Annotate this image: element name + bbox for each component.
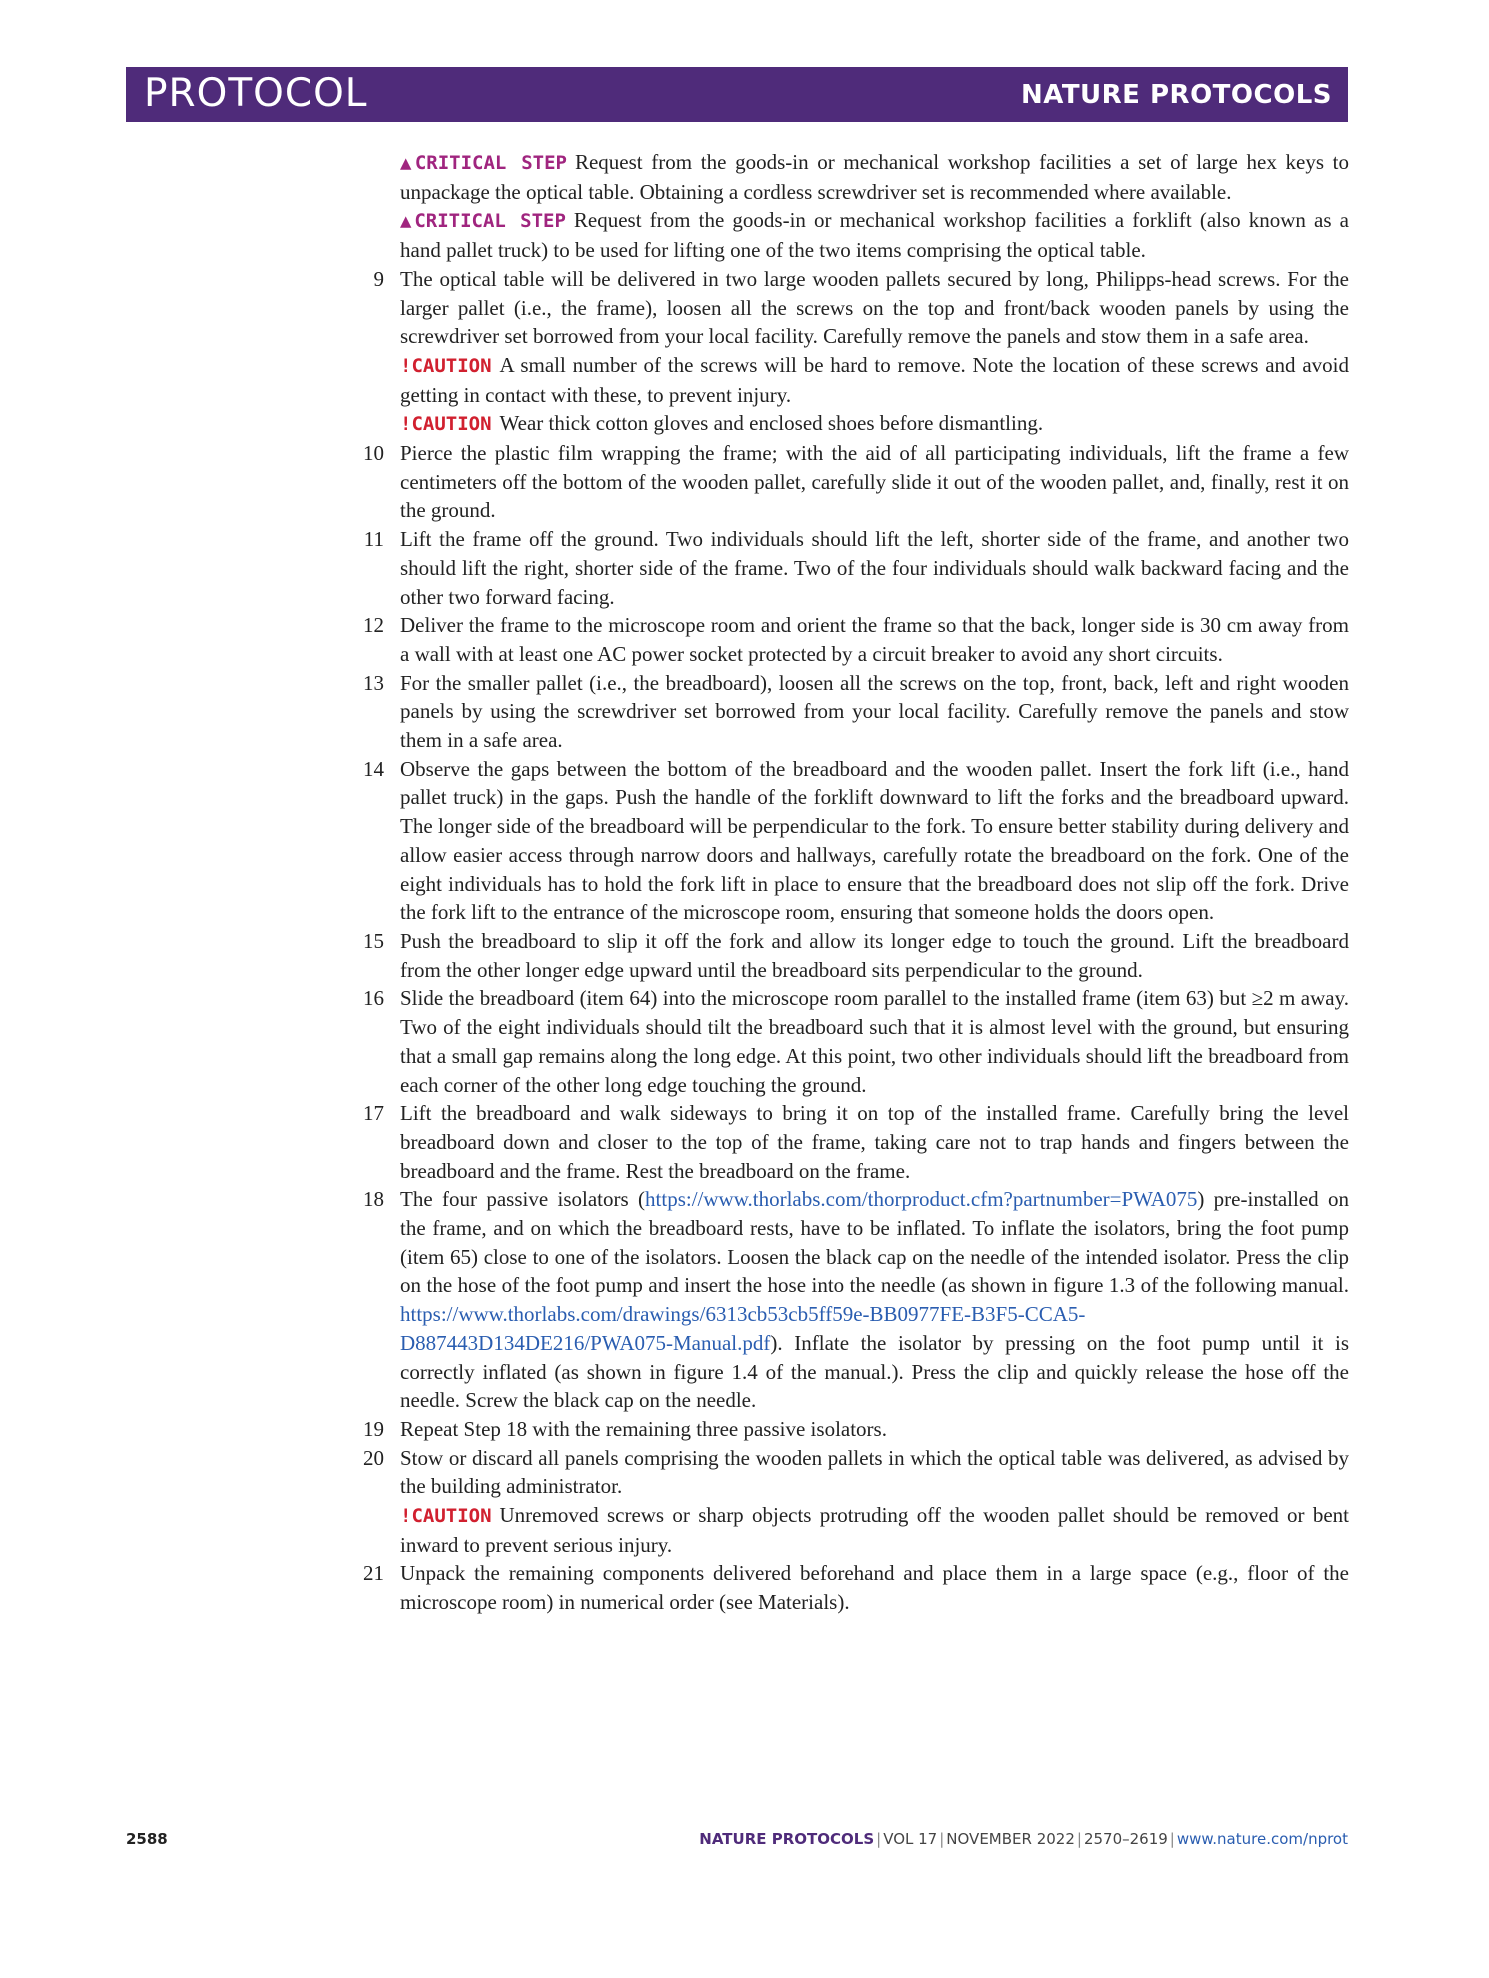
step-number: 16 <box>363 986 384 1011</box>
caution-note <box>400 351 1349 409</box>
note-text: Wear thick cotton gloves and enclosed shoes before dismantling. <box>499 411 1044 436</box>
step-text: For the smaller pallet (i.e., the breadboard), loosen all the screws on the top, front, back, left and right wooden panels by using the screwdriver set borrowed from your local facility. Carefully remove the panels and stow them in a safe area. <box>400 670 1349 753</box>
step-text: The optical table will be delivered in two large wooden pallets secured by long, Philipps-head screws. For the larger pallet (i.e., the frame), loosen all the screws on the top and front/back wooden panels by using the screwdriver set borrowed from your local facility. Carefully remove the panels and stow them in a safe area. <box>400 266 1349 349</box>
journal-url-link[interactable]: www.nature.com/nprot <box>1176 1830 1348 1848</box>
procedure-step-11 <box>363 525 1349 611</box>
step-text: ) pre-installed on the frame, and on which the breadboard rests, have to be inflated. To inflate the isolators, bring the foot pump (item 65) close to one of the isolators. Loosen the black cap on the needle of the intended isolator. Press the clip on the hose of the foot pump and insert the hose into the needle (as shown in figure 1.3 of the following manual. <box>400 1187 1349 1298</box>
procedure-step-14 <box>363 755 1349 927</box>
caution-note <box>400 1501 1349 1559</box>
procedure-step-12 <box>363 611 1349 668</box>
step-number: 11 <box>363 527 384 552</box>
step-number: 10 <box>363 441 384 466</box>
thorlabs-product-link[interactable]: https://www.thorlabs.com/thorproduct.cfm?partnumber=PWA075 <box>645 1187 1198 1212</box>
note-text: A small number of the screws will be hard to remove. Note the location of these screws and avoid getting in contact with these, to prevent injury. <box>400 352 1349 407</box>
separator: | <box>1169 1830 1175 1848</box>
step-text: Lift the breadboard and walk sideways to bring it on top of the installed frame. Carefully bring the level breadboard down and closer to the top of the frame, taking care not to trap hands and fingers between the breadboard and the frame. Rest the breadboard on the frame. <box>400 1101 1349 1183</box>
step-text: Pierce the plastic film wrapping the frame; with the aid of all participating individuals, lift the frame a few centimeters off the bottom of the wooden pallet, carefully slide it out of the wooden pallet, and, finally, rest it on the ground. <box>400 441 1349 523</box>
step-number: 21 <box>363 1561 384 1586</box>
note-text: Request from the goods-in or mechanical workshop facilities a forklift (also known as a hand pallet truck) to be used for lifting one of the two items comprising the optical table. <box>400 208 1349 263</box>
footer-pages: 2570–2619 <box>1083 1830 1168 1848</box>
caution-label: !CAUTION <box>400 354 492 377</box>
step-text: Stow or discard all panels comprising the wooden pallets in which the optical table was delivered, as advised by the building administrator. <box>400 1445 1349 1499</box>
step-text: Lift the frame off the ground. Two individuals should lift the left, shorter side of the frame, and another two should lift the right, shorter side of the frame. Two of the four individuals should walk backward facing and the other two forward facing. <box>400 527 1349 609</box>
critical-step-label: ▲CRITICAL STEP <box>400 210 566 233</box>
procedure-step-18 <box>363 1185 1349 1415</box>
article-body <box>363 148 1349 1617</box>
procedure-step-17 <box>363 1099 1349 1185</box>
step-number: 14 <box>363 756 384 781</box>
procedure-step-15 <box>363 927 1349 984</box>
separator: | <box>939 1830 945 1848</box>
note-text: Unremoved screws or sharp objects protruding off the wooden pallet should be removed or bent inward to prevent serious injury. <box>400 1503 1349 1557</box>
separator: | <box>876 1830 882 1848</box>
procedure-step-20 <box>363 1444 1349 1501</box>
citation-footer <box>699 1830 1348 1848</box>
step-number: 15 <box>363 928 384 953</box>
footer-volume: VOL 17 <box>883 1830 938 1848</box>
step-text: Deliver the frame to the microscope room and orient the frame so that the back, longer side is 30 cm away from a wall with at least one AC power socket protected by a circuit breaker to avoid any short circuits. <box>400 613 1349 666</box>
procedure-step-9 <box>373 265 1349 351</box>
step-number: 12 <box>363 613 384 638</box>
caution-label: !CAUTION <box>400 1505 492 1528</box>
step-text: Slide the breadboard (item 64) into the microscope room parallel to the installed frame (item 63) but ≥2 m away. Two of the eight individuals should tilt the breadboard such that it is almost level with the ground, but ensuring that a small gap remains along the long edge. At this point, two other individuals should lift the breadboard from each corner of the other long edge touching the ground. <box>400 986 1349 1097</box>
section-banner <box>126 67 1348 122</box>
journal-title: NATURE PROTOCOLS <box>1020 80 1332 110</box>
caution-note <box>400 409 1349 439</box>
step-text: Repeat Step 18 with the remaining three passive isolators. <box>400 1416 887 1441</box>
thorlabs-manual-link[interactable]: https://www.thorlabs.com/drawings/6313cb53cb5ff59e-BB0977FE-B3F5-CCA5-D887443D134DE216/PWA075-Manual.pdf <box>400 1302 1086 1355</box>
section-title: PROTOCOL <box>144 71 368 116</box>
footer-journal: NATURE PROTOCOLS <box>699 1830 875 1848</box>
step-number: 17 <box>363 1101 384 1126</box>
critical-step-note <box>400 206 1349 264</box>
critical-step-note <box>400 148 1349 206</box>
caution-label: !CAUTION <box>400 413 492 436</box>
step-number: 18 <box>363 1187 384 1212</box>
procedure-step-13 <box>363 669 1349 755</box>
step-text: ). Inflate the isolator by pressing on the foot pump until it is correctly inflated (as shown in figure 1.4 of the manual.). Press the clip and quickly release the hose off the needle. Screw the black cap on the needle. <box>400 1330 1349 1413</box>
page-number: 2588 <box>126 1830 168 1848</box>
step-number: 20 <box>363 1445 384 1470</box>
footer-date: NOVEMBER 2022 <box>946 1830 1075 1848</box>
step-text: Observe the gaps between the bottom of the breadboard and the wooden pallet. Insert the fork lift (i.e., hand pallet truck) in the gaps. Push the handle of the forklift downward to lift the forks and the breadboard upward. The longer side of the breadboard will be perpendicular to the fork. To ensure better stability during delivery and allow easier access through narrow doors and hallways, carefully rotate the breadboard on the fork. One of the eight individuals has to hold the fork lift in place to ensure that the breadboard does not slip off the fork. Drive the fork lift to the entrance of the microscope room, ensuring that someone holds the doors open. <box>400 756 1349 925</box>
procedure-step-16 <box>363 984 1349 1099</box>
step-number: 19 <box>363 1416 384 1441</box>
step-text: The four passive isolators ( <box>400 1187 646 1212</box>
separator: | <box>1076 1830 1082 1848</box>
step-text: Unpack the remaining components delivered beforehand and place them in a large space (e.g., floor of the microscope room) in numerical order (see Materials). <box>400 1561 1349 1615</box>
critical-step-label: ▲CRITICAL STEP <box>400 152 567 174</box>
procedure-step-10 <box>363 439 1349 525</box>
note-text: Request from the goods-in or mechanical workshop facilities a set of large hex keys to unpackage the optical table. Obtaining a cordless screwdriver set is recommended where available. <box>400 150 1349 204</box>
step-number: 13 <box>363 670 384 695</box>
step-number: 9 <box>373 266 384 291</box>
step-text: Push the breadboard to slip it off the fork and allow its longer edge to touch the ground. Lift the breadboard from the other longer edge upward until the breadboard sits perpendicular to the ground. <box>400 928 1349 982</box>
procedure-step-19 <box>363 1415 1349 1444</box>
procedure-step-21 <box>363 1559 1349 1616</box>
